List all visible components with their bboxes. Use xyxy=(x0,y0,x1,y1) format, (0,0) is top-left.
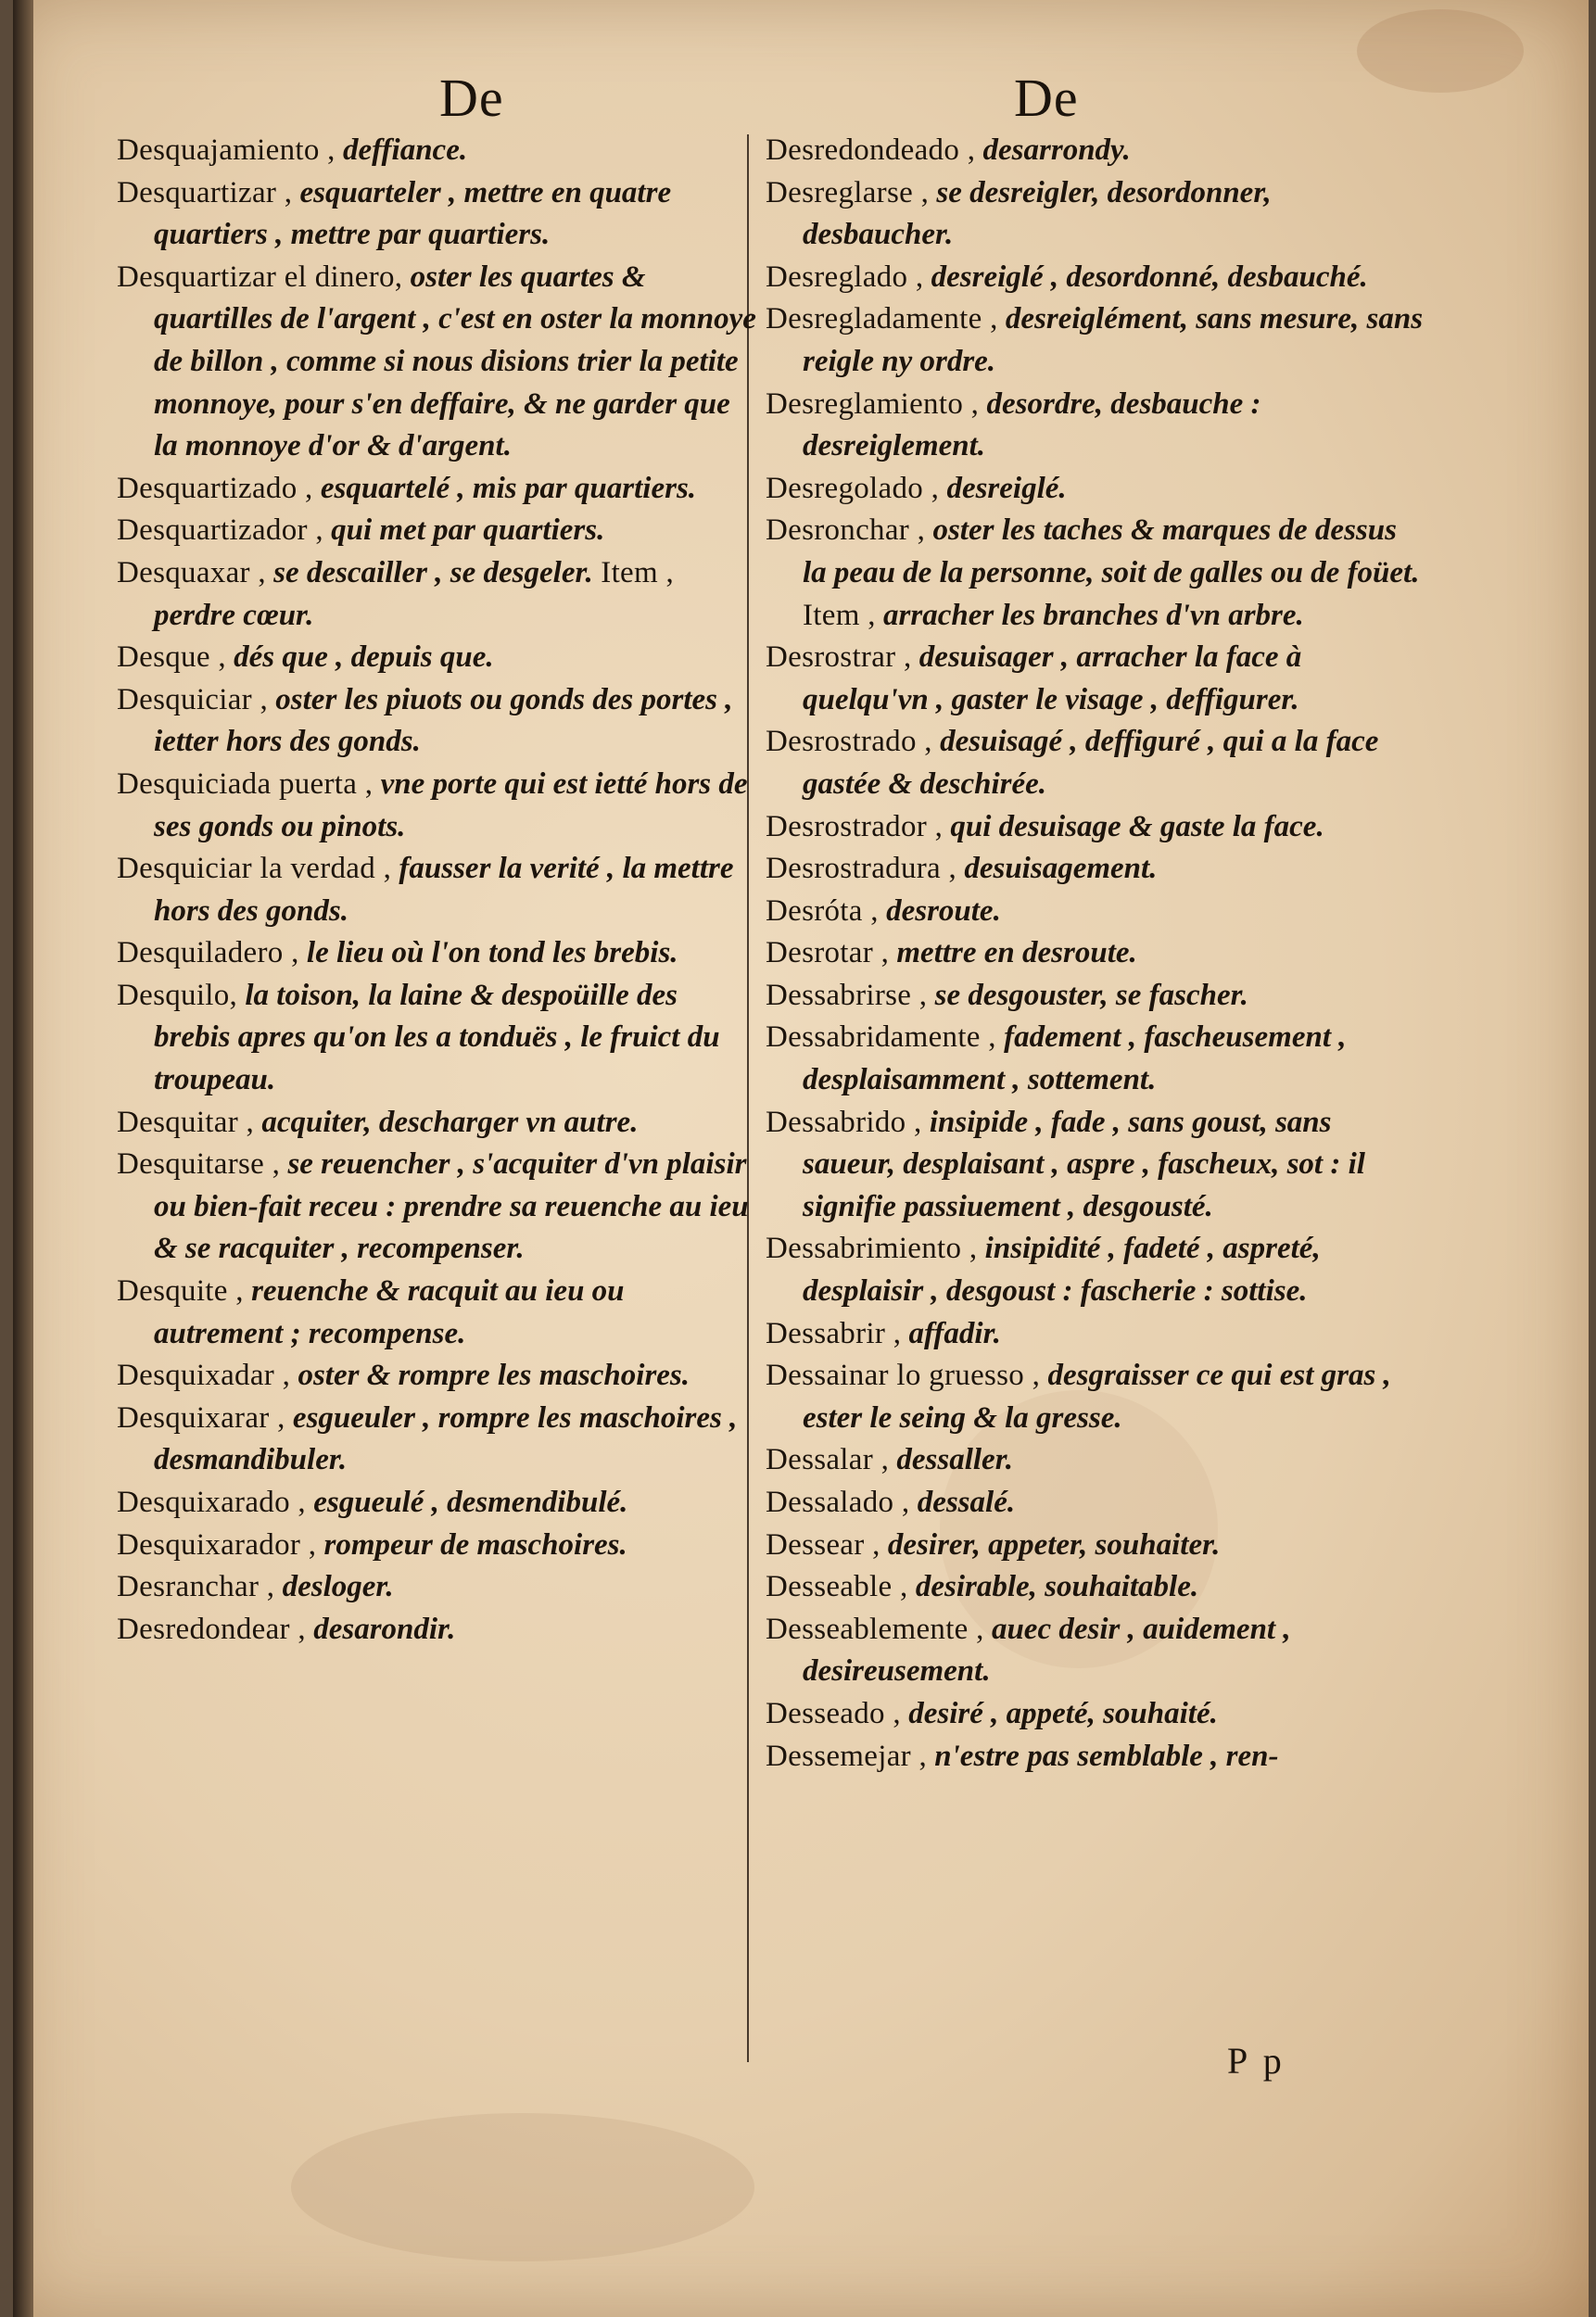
entry-definition: dessalé. xyxy=(909,1486,1016,1519)
entry-definition: desordre, desbauche : desreiglement. xyxy=(803,386,1261,463)
entry-headword: Dessabrido , xyxy=(766,1105,922,1139)
entry-definition: desreiglément, sans mesure, sans reigle ny ordre. xyxy=(803,302,1424,378)
dictionary-entry xyxy=(766,1228,1424,1312)
entry-item-marker: Item , xyxy=(592,555,675,589)
dictionary-entry xyxy=(766,1609,1424,1693)
entry-headword: Desseado , xyxy=(766,1696,901,1730)
entry-headword: Desseablemente , xyxy=(766,1612,984,1646)
entry-headword: Desrostrador , xyxy=(766,809,944,843)
entry-definition: desroute. xyxy=(878,893,1001,928)
dictionary-entry xyxy=(117,130,756,172)
dictionary-entry xyxy=(117,172,756,257)
entry-headword: Desquaxar , xyxy=(117,555,266,589)
dictionary-entry xyxy=(766,932,1424,975)
entry-definition: auec desir , auidement , desireusement. xyxy=(803,1612,1291,1689)
dictionary-entry xyxy=(117,1482,756,1525)
entry-definition: oster les piuots ou gonds des portes , ietter hors des gonds. xyxy=(154,682,733,759)
entry-headword: Desquiciar , xyxy=(117,682,269,716)
dictionary-entry xyxy=(117,468,756,511)
dictionary-entry xyxy=(117,637,756,679)
entry-definition: la toison, la laine & despoüille des brebis apres qu'on les a tonduës , le fruict du troupeau. xyxy=(154,978,720,1097)
entry-headword: Desquitar , xyxy=(117,1105,255,1139)
dictionary-entry xyxy=(117,975,756,1102)
entry-headword: Desquartizar el dinero, xyxy=(117,260,403,294)
entry-definition: desirable, souhaitable. xyxy=(907,1570,1199,1604)
entry-headword: Desredondeado , xyxy=(766,133,976,167)
entry-headword: Desquiladero , xyxy=(117,936,299,970)
entry-item-marker: Item , xyxy=(803,598,876,632)
dictionary-entry xyxy=(766,510,1424,637)
entry-definition: se reuencher , s'acquiter d'vn plaisir ou bien-fait receu : prendre sa reuenche au ieu & se racquiter , recompenser. xyxy=(154,1147,749,1266)
right-column xyxy=(766,130,1424,2122)
dictionary-entry xyxy=(766,1736,1424,1779)
entry-headword: Dessabrirse , xyxy=(766,978,928,1012)
dictionary-entry xyxy=(766,637,1424,721)
left-running-header: De xyxy=(439,68,504,128)
dictionary-entry xyxy=(766,1482,1424,1525)
entry-headword: Desrostrado , xyxy=(766,725,932,759)
entry-definition: desloger. xyxy=(274,1570,394,1604)
entry-definition: oster & rompre les maschoires. xyxy=(290,1359,690,1393)
entry-headword: Dessainar lo gruesso , xyxy=(766,1359,1041,1393)
entry-headword: Dessalado , xyxy=(766,1486,910,1519)
signature-mark: P p xyxy=(1227,2040,1286,2082)
dictionary-entry xyxy=(117,1102,756,1145)
paper-stain xyxy=(291,2113,754,2261)
entry-definition: acquiter, descharger vn autre. xyxy=(254,1105,639,1139)
entry-definition: se desreigler, desordonner, desbaucher. xyxy=(803,175,1272,252)
entry-headword: Desquixadar , xyxy=(117,1359,291,1393)
entry-definition: desuisagé , deffiguré , qui a la face gastée & deschirée. xyxy=(803,725,1379,801)
entry-definition: mettre en desroute. xyxy=(889,936,1137,970)
entry-headword: Desquartizador , xyxy=(117,513,323,548)
entry-definition: deffiance. xyxy=(335,133,468,167)
entry-definition: desarrondy. xyxy=(975,133,1131,167)
left-column xyxy=(117,130,756,2122)
entry-headword: Desróta , xyxy=(766,893,879,928)
dictionary-entry xyxy=(766,1525,1424,1567)
dictionary-entry xyxy=(117,1271,756,1355)
entry-definition: desuisagement. xyxy=(956,852,1158,886)
entry-headword: Desquite , xyxy=(117,1274,244,1309)
entry-definition: dessaller. xyxy=(889,1443,1013,1477)
entry-definition-extra: perdre cœur. xyxy=(154,598,314,632)
dictionary-entry xyxy=(766,130,1424,172)
entry-headword: Desrostrar , xyxy=(766,640,912,675)
dictionary-entry xyxy=(766,848,1424,891)
dictionary-entry xyxy=(766,1566,1424,1609)
entry-definition: desgraisser ce qui est gras , ester le seing & la gresse. xyxy=(803,1359,1391,1435)
dictionary-entry xyxy=(766,1355,1424,1439)
entry-headword: Desquixarar , xyxy=(117,1400,285,1435)
entry-headword: Desquartizar , xyxy=(117,175,293,209)
entry-headword: Desquixarador , xyxy=(117,1527,317,1562)
entry-headword: Desquilo, xyxy=(117,978,238,1012)
dictionary-entry xyxy=(766,384,1424,468)
dictionary-entry xyxy=(766,891,1424,933)
entry-definition: qui met par quartiers. xyxy=(323,513,605,548)
entry-headword: Desreglamiento , xyxy=(766,386,980,421)
entry-definition-extra: arracher les branches d'vn arbre. xyxy=(875,598,1304,632)
entry-definition: fausser la verité , la mettre hors des gonds. xyxy=(154,852,734,928)
entry-definition: esquarteler , mettre en quatre quartiers , mettre par quartiers. xyxy=(154,175,672,252)
paper-stain xyxy=(1357,9,1524,93)
dictionary-entry xyxy=(117,848,756,932)
book-spine xyxy=(13,0,33,2317)
entry-definition: fadement , fascheusement , desplaisamment , sottement. xyxy=(803,1020,1347,1097)
entry-headword: Desquajamiento , xyxy=(117,133,336,167)
right-running-header: De xyxy=(1014,68,1079,128)
entry-headword: Dessalar , xyxy=(766,1443,890,1477)
entry-headword: Desquixarado , xyxy=(117,1486,306,1519)
dictionary-entry xyxy=(766,1693,1424,1736)
dictionary-entry xyxy=(766,806,1424,849)
entry-definition: esgueulé , desmendibulé. xyxy=(305,1486,628,1519)
entry-definition: desiré , appeté, souhaité. xyxy=(900,1696,1218,1730)
dictionary-entry xyxy=(766,172,1424,257)
entry-definition: se descailler , se desgeler. xyxy=(265,555,593,589)
entry-definition: desreiglé , desordonné, desbauché. xyxy=(923,260,1368,294)
entry-definition: affadir. xyxy=(901,1316,1001,1350)
entry-definition: reuenche & racquit au ieu ou autrement ; recompense. xyxy=(154,1274,625,1350)
entry-headword: Desseable , xyxy=(766,1570,908,1604)
entry-headword: Dessabridamente , xyxy=(766,1020,996,1055)
entry-definition: n'estre pas semblable , ren- xyxy=(927,1739,1279,1773)
entry-headword: Desreglarse , xyxy=(766,175,930,209)
dictionary-entry xyxy=(766,1313,1424,1356)
dictionary-entry xyxy=(766,1102,1424,1229)
entry-definition: esgueuler , rompre les maschoires , desmandibuler. xyxy=(154,1400,738,1477)
dictionary-entry xyxy=(117,679,756,764)
entry-definition: oster les quartes & quartilles de l'argent , c'est en oster la monnoye de billon , comme si nous disions trier la petite monnoye, pour s'en deffaire, & ne garder que la monnoye d'or & d'argent. xyxy=(154,260,756,463)
dictionary-entry xyxy=(117,932,756,975)
dictionary-entry xyxy=(766,1017,1424,1101)
entry-definition: desirer, appeter, souhaiter. xyxy=(880,1527,1221,1562)
entry-definition: qui desuisage & gaste la face. xyxy=(943,809,1324,843)
entry-headword: Desque , xyxy=(117,640,226,675)
entry-headword: Desquartizado , xyxy=(117,471,313,505)
entry-headword: Desregladamente , xyxy=(766,302,998,336)
dictionary-entry xyxy=(117,1609,756,1652)
entry-definition: desreiglé. xyxy=(939,471,1067,505)
dictionary-entry xyxy=(117,1566,756,1609)
dictionary-entry xyxy=(117,764,756,848)
entry-headword: Desquiciar la verdad , xyxy=(117,852,392,886)
dictionary-entry xyxy=(117,552,756,637)
entry-headword: Desranchar , xyxy=(117,1570,275,1604)
entry-headword: Desregolado , xyxy=(766,471,940,505)
entry-headword: Desrotar , xyxy=(766,936,890,970)
entry-headword: Dessabrir , xyxy=(766,1316,902,1350)
dictionary-entry xyxy=(766,1439,1424,1482)
dictionary-entry xyxy=(766,468,1424,511)
dictionary-entry xyxy=(117,1355,756,1398)
entry-definition: oster les taches & marques de dessus la peau de la personne, soit de galles ou de foüet. xyxy=(803,513,1420,589)
entry-headword: Desquiciada puerta , xyxy=(117,766,374,801)
entry-headword: Dessemejar , xyxy=(766,1739,928,1773)
dictionary-page xyxy=(13,0,1589,2317)
entry-headword: Dessabrimiento , xyxy=(766,1232,978,1266)
dictionary-entry xyxy=(766,721,1424,805)
entry-headword: Desrostradura , xyxy=(766,852,957,886)
dictionary-entry xyxy=(766,298,1424,383)
entry-headword: Desquitarse , xyxy=(117,1147,281,1182)
entry-definition: se desgouster, se fascher. xyxy=(927,978,1248,1012)
dictionary-entry xyxy=(117,257,756,468)
entry-definition: insipidité , fadeté , aspreté, desplaisir , desgoust : fascherie : sottise. xyxy=(803,1232,1321,1309)
entry-definition: esquartelé , mis par quartiers. xyxy=(312,471,697,505)
entry-definition: vne porte qui est ietté hors de ses gonds ou pinots. xyxy=(154,766,748,843)
entry-headword: Desredondear , xyxy=(117,1612,306,1646)
dictionary-entry xyxy=(117,510,756,552)
dictionary-entry xyxy=(117,1398,756,1482)
entry-definition: desarondir. xyxy=(305,1612,456,1646)
dictionary-entry xyxy=(117,1525,756,1567)
entry-definition: rompeur de maschoires. xyxy=(316,1527,627,1562)
entry-definition: le lieu où l'on tond les brebis. xyxy=(298,936,678,970)
dictionary-entry xyxy=(766,257,1424,299)
entry-definition: insipide , fade , sans goust, sans saueur, desplaisant , aspre , fascheux, sot : il signifie passiuement , desgousté. xyxy=(803,1105,1365,1223)
entry-definition: dés que , depuis que. xyxy=(225,640,494,675)
entry-headword: Dessear , xyxy=(766,1527,880,1562)
entry-headword: Desronchar , xyxy=(766,513,926,548)
entry-headword: Desreglado , xyxy=(766,260,924,294)
dictionary-entry xyxy=(117,1144,756,1271)
dictionary-entry xyxy=(766,975,1424,1018)
entry-definition: desuisager , arracher la face à quelqu'vn , gaster le visage , deffigurer. xyxy=(803,640,1302,716)
